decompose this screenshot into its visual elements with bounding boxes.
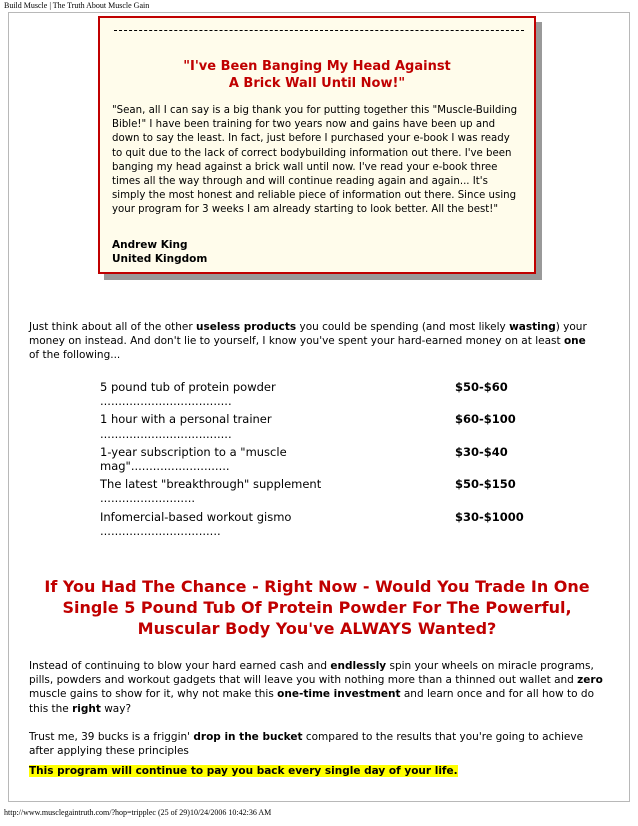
price-value: $30-$40 (455, 444, 508, 459)
testimonial-author-location: United Kingdom (112, 253, 208, 265)
page-footer-url: http://www.musclegaintruth.com/?hop=tripplec (25 of 29)10/24/2006 10:42:36 AM (4, 808, 272, 817)
highlight-statement (29, 764, 458, 778)
testimonial-author-name: Andrew King (112, 239, 188, 251)
price-value: $50-$60 (455, 380, 508, 394)
cta-headline (32, 576, 602, 639)
cta-line2: Single 5 Pound Tub Of Protein Powder For The Powerful, (62, 598, 572, 617)
p2-bold-1: endlessly (330, 660, 387, 672)
price-row (100, 445, 560, 473)
cta-line1: If You Had The Chance - Right Now - Would You Trade In One (44, 577, 590, 596)
testimonial-shadow-bottom (104, 274, 542, 280)
p2-text-5: way? (100, 702, 132, 715)
testimonial-headline (110, 58, 524, 92)
price-item: 5 pound tub of protein powder .................................... (100, 380, 276, 409)
testimonial-headline-line2: A Brick Wall Until Now!" (228, 76, 406, 91)
intro-bold-3: one (563, 335, 586, 347)
price-row (100, 380, 560, 408)
p2-text-2: spin your wheels on miracle programs, pills, powders and workout gadgets that will leave you with nothing more than a thinned out wallet and (29, 660, 594, 687)
price-list (100, 380, 560, 542)
price-row (100, 412, 560, 440)
intro-text-1: Just think about all of the other (29, 321, 197, 333)
p2-text-3: muscle gains to show for it, why not make this (29, 688, 278, 701)
price-value: $50-$150 (455, 477, 516, 492)
price-item: The latest "breakthrough" supplement .......................... (100, 477, 322, 506)
testimonial-shadow-right (536, 22, 542, 280)
intro-text-2: you could be spending (and most likely (296, 321, 510, 333)
highlight-text: This program will continue to pay you back every single day of your life. (29, 765, 458, 777)
intro-text-3: ) your money on instead. And don't lie to yourself, I know you've spent your hard-earned money on at least (29, 321, 587, 347)
p3-bold-1: drop in the bucket (193, 731, 303, 743)
price-item: 1-year subscription to a "muscle mag"........................... (100, 444, 287, 474)
intro-bold-1: useless products (196, 321, 297, 333)
testimonial-body: "Sean, all I can say is a big thank you for putting together this "Muscle-Building Bible!" I have been training for two years now and gains have been up and down to say the least. In fact, just before I purchased your e-book I was ready to quit due to the lack of correct bodybuilding information out there. I've been banging my head against a brick wall until now. I've read your e-book three times all the way through and will continue reading again and again... It's simply the most honest and reliable piece of information out there. Since using your program for 3 weeks I am already starting to look better. All the best!" (112, 105, 518, 216)
testimonial-author (112, 238, 207, 266)
price-item: Infomercial-based workout gismo ................................. (100, 509, 292, 538)
p2-text-1: Instead of continuing to blow your hard earned cash and (29, 660, 331, 672)
testimonial-box (98, 16, 536, 274)
intro-text-4: of the following... (29, 349, 121, 361)
investment-paragraph (29, 659, 604, 716)
dashed-divider (114, 30, 524, 31)
p2-bold-4: right (72, 702, 101, 715)
p2-bold-3: one-time investment (277, 688, 401, 701)
price-item: 1 hour with a personal trainer .................................... (100, 412, 272, 441)
price-value: $60-$100 (455, 412, 516, 427)
price-value: $30-$1000 (455, 509, 524, 524)
testimonial-headline-line1: "I've Been Banging My Head Against (183, 59, 451, 74)
p2-bold-2: zero (577, 674, 603, 687)
price-row (100, 510, 560, 538)
intro-bold-2: wasting (509, 321, 556, 333)
price-comparison-paragraph (29, 730, 604, 758)
p3-text-1: Trust me, 39 bucks is a friggin' (29, 731, 194, 743)
p3-text-2: compared to the results that you're going to achieve after applying these principles (29, 731, 584, 758)
page-header-title: Build Muscle | The Truth About Muscle Gain (4, 1, 150, 10)
p2-text-4: and learn once and for all how to do this the (29, 688, 594, 715)
cta-line3: Muscular Body You've ALWAYS Wanted? (137, 619, 497, 638)
intro-paragraph (29, 320, 599, 362)
price-row (100, 477, 560, 505)
